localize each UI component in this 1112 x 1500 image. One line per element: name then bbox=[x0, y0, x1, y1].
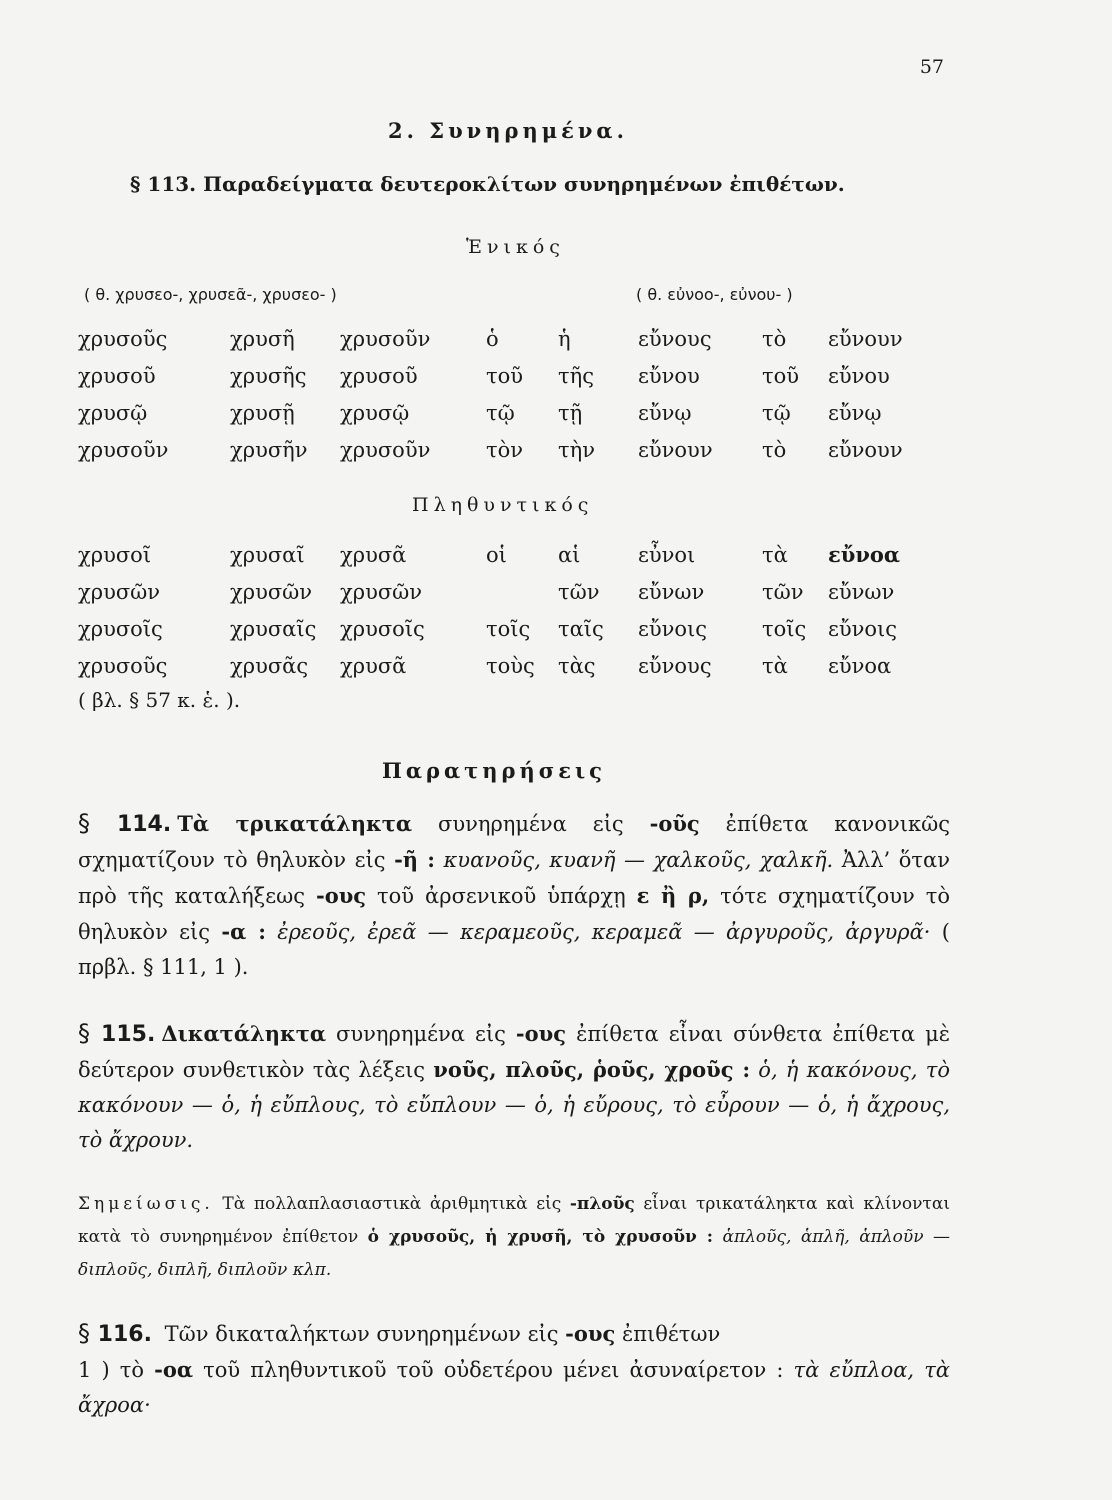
cell: χρυσῶν bbox=[78, 579, 161, 604]
section-116: § 116. Τῶν δικαταλήκτων συνηρημένων εἰς -ους ἐπιθέτων 1 ) τὸ -οα τοῦ πληθυντικοῦ τοῦ οὐδετέρου μένει ἀσυναίρετον : τὰ εὔπλοα, τὰ ἄχροα· bbox=[78, 1319, 950, 1417]
cell: χρυσῇ bbox=[230, 400, 295, 425]
cell: εὔνοα bbox=[828, 653, 892, 678]
subheading: 2. Συνηρημένα. bbox=[388, 118, 628, 143]
cell: χρυσοῖς bbox=[340, 616, 425, 641]
cell: τοῖς bbox=[486, 616, 531, 641]
table-row bbox=[78, 647, 928, 684]
cell: χρυσοῦς bbox=[78, 326, 168, 351]
cell: εὔνους bbox=[638, 653, 712, 678]
cell: χρυσοῖ bbox=[78, 542, 152, 567]
cell: εὔνοα bbox=[828, 542, 901, 567]
cell: εὔνων bbox=[828, 579, 895, 604]
cell: εὔνῳ bbox=[638, 400, 692, 425]
table-row bbox=[78, 536, 928, 573]
cell: τὸν bbox=[486, 437, 524, 462]
cell: τῆς bbox=[558, 363, 594, 388]
plural-table bbox=[78, 536, 928, 684]
cell: εὖνοι bbox=[638, 542, 696, 567]
cell: χρυσαῖ bbox=[230, 542, 305, 567]
cell: τὴν bbox=[558, 437, 595, 462]
cell: εὔνουν bbox=[638, 437, 713, 462]
theme-left: ( θ. χρυσεο-, χρυσεᾶ-, χρυσεο- ) bbox=[84, 285, 337, 304]
cell: χρυσῆν bbox=[230, 437, 308, 462]
note: Σημείωσις. Τὰ πολλαπλασιαστικὰ ἀριθμητικὰ εἰς -πλοῦς εἶναι τρικατάληκτα καὶ κλίνονται κατὰ τὸ συνηρημένον ἐπίθετον ὁ χρυσοῦς, ἡ χρυσῆ, τὸ χρυσοῦν : ἁπλοῦς, ἁπλῆ, ἁπλοῦν — διπλοῦς, διπλῆ, διπλοῦν κλπ. bbox=[78, 1194, 950, 1280]
cell: χρυσοῖς bbox=[78, 616, 163, 641]
cell: εὔνοις bbox=[828, 616, 898, 641]
reference-note: ( βλ. § 57 κ. ἑ. ). bbox=[78, 688, 241, 712]
section-number: § 114. bbox=[78, 809, 172, 837]
cell: τοῦ bbox=[486, 363, 524, 388]
singular-table bbox=[78, 320, 928, 468]
cell: χρυσᾶς bbox=[230, 653, 309, 678]
theme-right: ( θ. εὐνοο-, εὐνου- ) bbox=[636, 285, 793, 304]
cell: τὰ bbox=[762, 653, 788, 678]
cell: τῶν bbox=[558, 579, 600, 604]
table-row bbox=[78, 357, 928, 394]
cell: χρυσῶν bbox=[230, 579, 313, 604]
cell: τῷ bbox=[486, 400, 515, 425]
cell: χρυσοῦ bbox=[78, 363, 156, 388]
table-row bbox=[78, 394, 928, 431]
cell: τῶν bbox=[762, 579, 804, 604]
cell: ταῖς bbox=[558, 616, 604, 641]
singular-label: Ἑνικός bbox=[466, 236, 565, 258]
table-row bbox=[78, 431, 928, 468]
table-row bbox=[78, 320, 928, 357]
table-row bbox=[78, 573, 928, 610]
cell: εὔνῳ bbox=[828, 400, 882, 425]
cell: χρυσαῖς bbox=[230, 616, 317, 641]
cell: τοῦ bbox=[762, 363, 800, 388]
cell: αἱ bbox=[558, 542, 581, 567]
cell: χρυσοῦν bbox=[78, 437, 169, 462]
cell: τῷ bbox=[762, 400, 791, 425]
cell: εὔνουν bbox=[828, 437, 903, 462]
plural-label: Πληθυντικός bbox=[412, 494, 594, 516]
table-row bbox=[78, 610, 928, 647]
cell: χρυσῶν bbox=[340, 579, 423, 604]
cell: τὸ bbox=[762, 326, 787, 351]
section-115: § 115. Δικατάληκτα συνηρημένα εἰς -ους ἐπίθετα εἶναι σύνθετα ἐπίθετα μὲ δεύτερον συνθετικὸν τὰς λέξεις νοῦς, πλοῦς, ῥοῦς, χροῦς : ὁ, ἡ κακόνους, τὸ κακόνουν — ὁ, ἡ εὔπλους, τὸ εὔπλουν — ὁ, ἡ εὔρους, τὸ εὖρουν — ὁ, ἡ ἄχρους, τὸ ἄχρουν. bbox=[78, 1019, 950, 1152]
cell: χρυσῷ bbox=[340, 400, 410, 425]
cell: χρυσοῦν bbox=[340, 437, 431, 462]
cell: εὔνου bbox=[638, 363, 700, 388]
section-number: § 116. bbox=[78, 1319, 152, 1347]
cell: χρυσᾶ bbox=[340, 542, 407, 567]
section-114: § 114. Τὰ τρικατάληκτα συνηρημένα εἰς -οῦς ἐπίθετα κανονικῶς σχηματίζουν τὸ θηλυκὸν εἰς -ῆ : κυανοῦς, κυανῆ — χαλκοῦς, χαλκῆ. Ἀλλ’ ὅταν πρὸ τῆς καταλήξεως -ους τοῦ ἀρσενικοῦ ὑπάρχῃ ε ἢ ρ, τότε σχηματίζουν τὸ θηλυκὸν εἰς -α : ἐρεοῦς, ἐρεᾶ — κεραμεοῦς, κεραμεᾶ — ἀργυροῦς, ἀργυρᾶ· ( πρβλ. § 111, 1 ). bbox=[78, 809, 950, 979]
cell: ἡ bbox=[558, 326, 571, 351]
cell: χρυσοῦν bbox=[340, 326, 431, 351]
cell: χρυσῆς bbox=[230, 363, 307, 388]
page-number: 57 bbox=[919, 56, 944, 78]
cell: οἱ bbox=[486, 542, 507, 567]
cell: χρυσοῦς bbox=[78, 653, 168, 678]
cell: χρυσῷ bbox=[78, 400, 148, 425]
cell: εὔνου bbox=[828, 363, 890, 388]
cell: εὔνοις bbox=[638, 616, 708, 641]
cell: τῇ bbox=[558, 400, 583, 425]
cell: χρυσᾶ bbox=[340, 653, 407, 678]
cell: εὔνουν bbox=[828, 326, 903, 351]
cell: τοῖς bbox=[762, 616, 807, 641]
section-number: § 115. bbox=[78, 1019, 156, 1047]
cell: χρυσῆ bbox=[230, 326, 295, 351]
cell: τὸ bbox=[762, 437, 787, 462]
cell: ὁ bbox=[486, 326, 499, 351]
observations-heading: Παρατηρήσεις bbox=[382, 758, 606, 783]
cell: χρυσοῦ bbox=[340, 363, 418, 388]
cell: εὔνων bbox=[638, 579, 705, 604]
cell: τοὺς bbox=[486, 653, 535, 678]
cell: τὰ bbox=[762, 542, 788, 567]
cell: εὔνους bbox=[638, 326, 712, 351]
cell: τὰς bbox=[558, 653, 596, 678]
cell bbox=[486, 573, 558, 610]
section-113-title: § 113. Παραδείγματα δευτεροκλίτων συνηρημένων ἐπιθέτων. bbox=[130, 172, 845, 196]
